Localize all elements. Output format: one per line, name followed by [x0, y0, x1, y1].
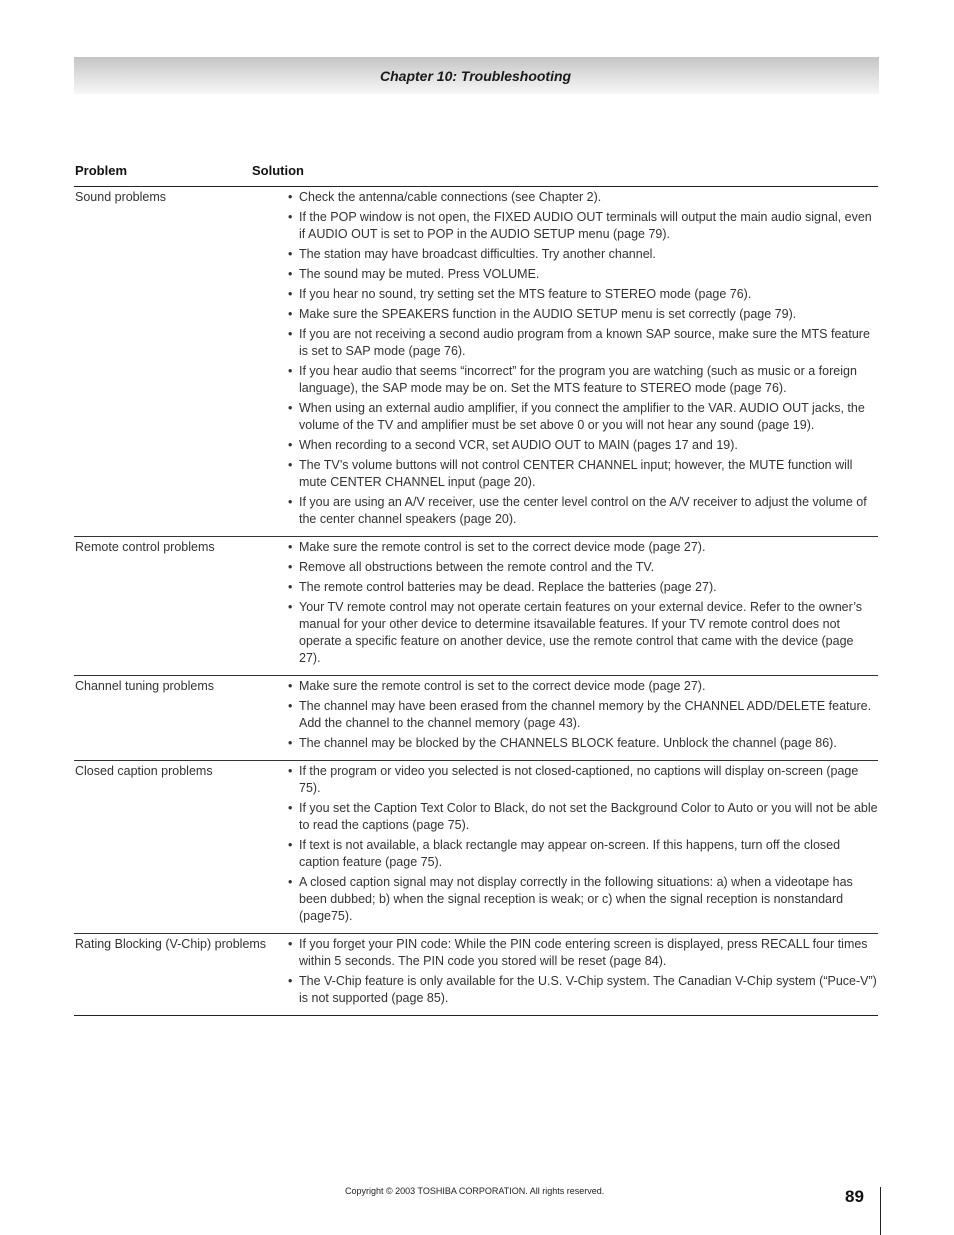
solution-item: • If you set the Caption Text Color to Black, do not set the Background Color to Auto or you will not be able to read the captions (page 75).: [299, 800, 878, 834]
solution-item: • Check the antenna/cable connections (see Chapter 2).: [299, 189, 878, 206]
table-row: [74, 761, 878, 934]
problem-label: Sound problems: [75, 190, 167, 204]
copyright-notice: Copyright © 2003 TOSHIBA CORPORATION. All rights reserved.: [345, 1186, 605, 1196]
column-header-solution: Solution: [252, 163, 304, 178]
page-number-divider: [880, 1187, 881, 1235]
problem-label: Remote control problems: [75, 540, 215, 554]
solution-item: • When using an external audio amplifier, if you connect the amplifier to the VAR. AUDIO OUT jacks, the volume of the TV and amplifier must be set above 0 or you will not hear any sound (page 19).: [299, 400, 878, 434]
solution-item: • If the POP window is not open, the FIXED AUDIO OUT terminals will output the main audio signal, even if AUDIO OUT is set to POP in the AUDIO SETUP menu (page 79).: [299, 209, 878, 243]
table-row: [74, 676, 878, 761]
problem-label: Channel tuning problems: [75, 679, 214, 693]
table-row: [74, 537, 878, 676]
solution-item: • The remote control batteries may be dead. Replace the batteries (page 27).: [299, 579, 878, 596]
solution-item: • The channel may be blocked by the CHANNELS BLOCK feature. Unblock the channel (page 86).: [299, 735, 878, 752]
solution-item: • Your TV remote control may not operate certain features on your external device. Refer to the owner’s manual for your other device to determine itsavailable features. If your TV remote control does not operate a specific feature on another device, use the remote control that came with the device (page 27).: [299, 599, 878, 667]
solution-item: • The channel may have been erased from the channel memory by the CHANNEL ADD/DELETE feature. Add the channel to the channel memory (page 43).: [299, 698, 878, 732]
solution-list: [74, 539, 878, 667]
solution-list: [74, 763, 878, 925]
column-header-problem: Problem: [75, 163, 128, 178]
solution-item: • If you are not receiving a second audio program from a known SAP source, make sure the MTS feature is set to SAP mode (page 76).: [299, 326, 878, 360]
solution-item: • If you hear no sound, try setting set the MTS feature to STEREO mode (page 76).: [299, 286, 878, 303]
solution-item: • The sound may be muted. Press VOLUME.: [299, 266, 878, 283]
solution-item: • Make sure the remote control is set to the correct device mode (page 27).: [299, 678, 878, 695]
solution-item: • If you are using an A/V receiver, use the center level control on the A/V receiver to adjust the volume of the center channel speakers (page 20).: [299, 494, 878, 528]
solution-item: • A closed caption signal may not display correctly in the following situations: a) when a videotape has been dubbed; b) when the signal reception is weak; or c) when the signal reception is nonstandard (page75).: [299, 874, 878, 925]
solution-item: • When recording to a second VCR, set AUDIO OUT to MAIN (pages 17 and 19).: [299, 437, 878, 454]
solution-item: • Make sure the SPEAKERS function in the AUDIO SETUP menu is set correctly (page 79).: [299, 306, 878, 323]
solution-item: • The TV’s volume buttons will not control CENTER CHANNEL input; however, the MUTE function will mute CENTER CHANNEL input (page 20).: [299, 457, 878, 491]
chapter-title: Chapter 10: Troubleshooting: [380, 68, 572, 84]
solution-item: • If you hear audio that seems “incorrect” for the program you are watching (such as music or a foreign language), the SAP mode may be on. Set the MTS feature to STEREO mode (page 76).: [299, 363, 878, 397]
solution-item: • If text is not available, a black rectangle may appear on-screen. If this happens, turn off the closed caption feature (page 75).: [299, 837, 878, 871]
solution-list: [74, 189, 878, 528]
table-row: [74, 187, 878, 537]
problem-label: Closed caption problems: [75, 764, 213, 778]
solution-item: • If the program or video you selected is not closed-captioned, no captions will display on-screen (page 75).: [299, 763, 878, 797]
solution-item: • Remove all obstructions between the remote control and the TV.: [299, 559, 878, 576]
table-row: [74, 934, 878, 1016]
solution-item: • The station may have broadcast difficulties. Try another channel.: [299, 246, 878, 263]
page-number: 89: [845, 1187, 864, 1206]
solution-item: • If you forget your PIN code: While the PIN code entering screen is displayed, press RECALL four times within 5 seconds. The PIN code you stored will be reset (page 84).: [299, 936, 878, 970]
troubleshooting-table: [74, 187, 878, 1016]
problem-label: Rating Blocking (V-Chip) problems: [75, 937, 267, 951]
solution-item: • Make sure the remote control is set to the correct device mode (page 27).: [299, 539, 878, 556]
solution-item: • The V-Chip feature is only available for the U.S. V-Chip system. The Canadian V-Chip system (“Puce-V”) is not supported (page 85).: [299, 973, 878, 1007]
